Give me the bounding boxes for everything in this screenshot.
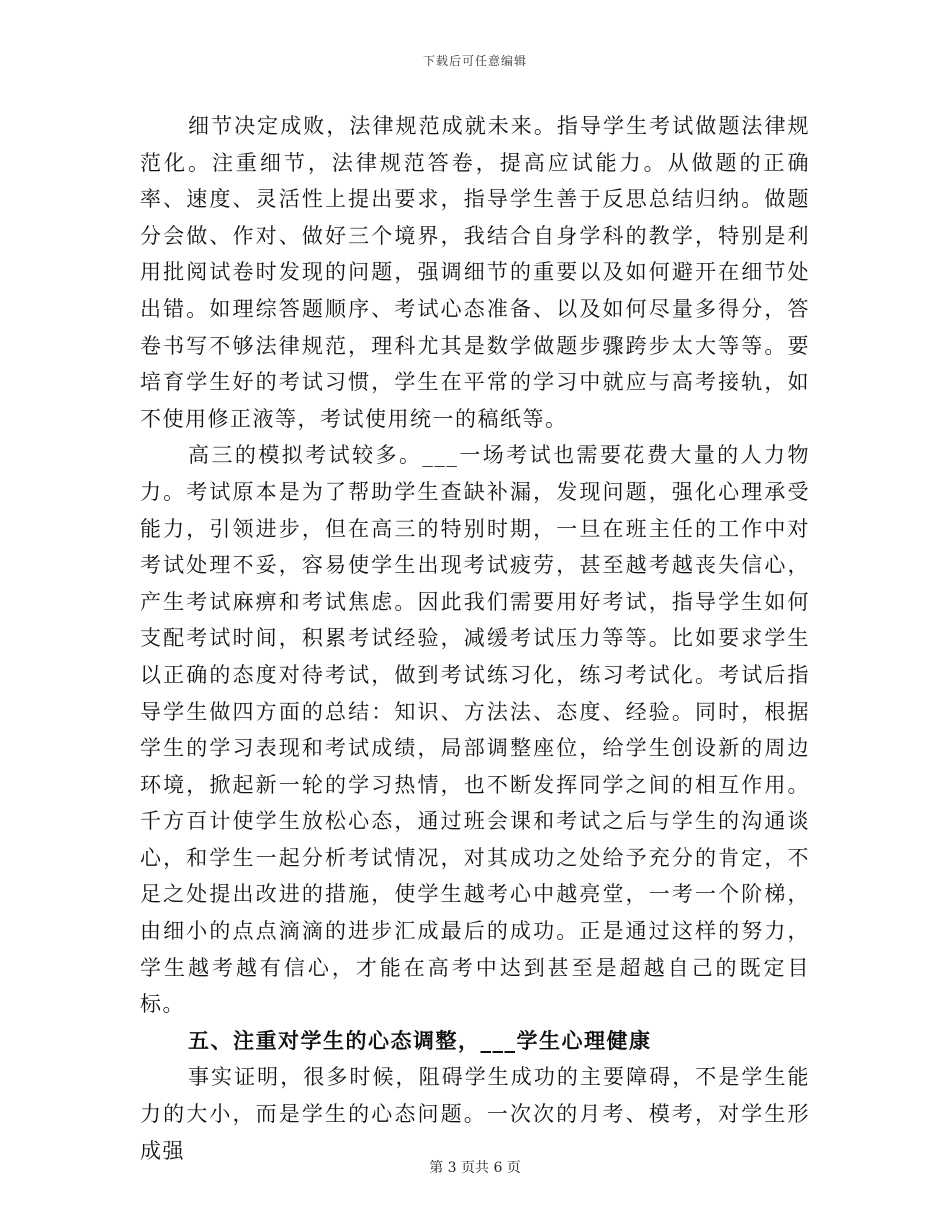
section-heading-mindset: 五、注重对学生的心态调整，___学生心理健康 <box>188 1028 652 1053</box>
paragraph-mock-exams: 高三的模拟考试较多。___一场考试也需要花费大量的人力物力。考试原本是为了帮助学生查缺补漏，发现问题，强化心理承受能力，引领进步，但在高三的特别时期，一旦在班主任的工作中对考试处理不妥，容易使学生出现考试疲劳，甚至越考越丧失信心，产生考试麻痹和考试焦虑。因此我们需要用好考试，指导学生如何支配考试时间，积累考试经验，减缓考试压力等等。比如要求学生以正确的态度对待考试，做到考试练习化，练习考试化。考试后指导学生做四方面的总结：知识、方法法、态度、经验。同时，根据学生的学习表现和考试成绩，局部调整座位，给学生创设新的周边环境，掀起新一轮的学习热情，也不断发挥同学之间的相互作用。千方百计使学生放松心态，通过班会课和考试之后与学生的沟通谈心，和学生一起分析考试情况，对其成功之处给予充分的肯定，不足之处提出改进的措施，使学生越考心中越亮堂，一考一个阶梯，由细小的点点滴滴的进步汇成最后的成功。正是通过这样的努力，学生越考越有信心，才能在高考中达到甚至是超越自己的既定目标。 <box>140 443 810 1017</box>
page-header: 下载后可任意编辑 <box>422 54 527 68</box>
document-body <box>140 108 810 1169</box>
paragraph-exam-details: 细节决定成败，法律规范成就未来。指导学生考试做题法律规范化。注重细节，法律规范答卷，提高应试能力。从做题的正确率、速度、灵活性上提出要求，指导学生善于反思总结归纳。做题分会做、作对、做好三个境界，我结合自身学科的教学，特别是利用批阅试卷时发现的问题，强调细节的重要以及如何避开在细节处出错。如理综答题顺序、考试心态准备、以及如何尽量多得分，答卷书写不够法律规范，理科尤其是数学做题步骤跨步太大等等。要培育学生好的考试习惯，学生在平常的学习中就应与高考接轨，如不使用修正液等，考试使用统一的稿纸等。 <box>140 114 810 431</box>
page-number: 第 3 页共 6 页 <box>429 1160 521 1176</box>
paragraph-mindset-intro: 事实证明，很多时候，阻碍学生成功的主要障碍，不是学生能力的大小，而是学生的心态问题。一次次的月考、模考，对学生形成强 <box>140 1065 810 1163</box>
